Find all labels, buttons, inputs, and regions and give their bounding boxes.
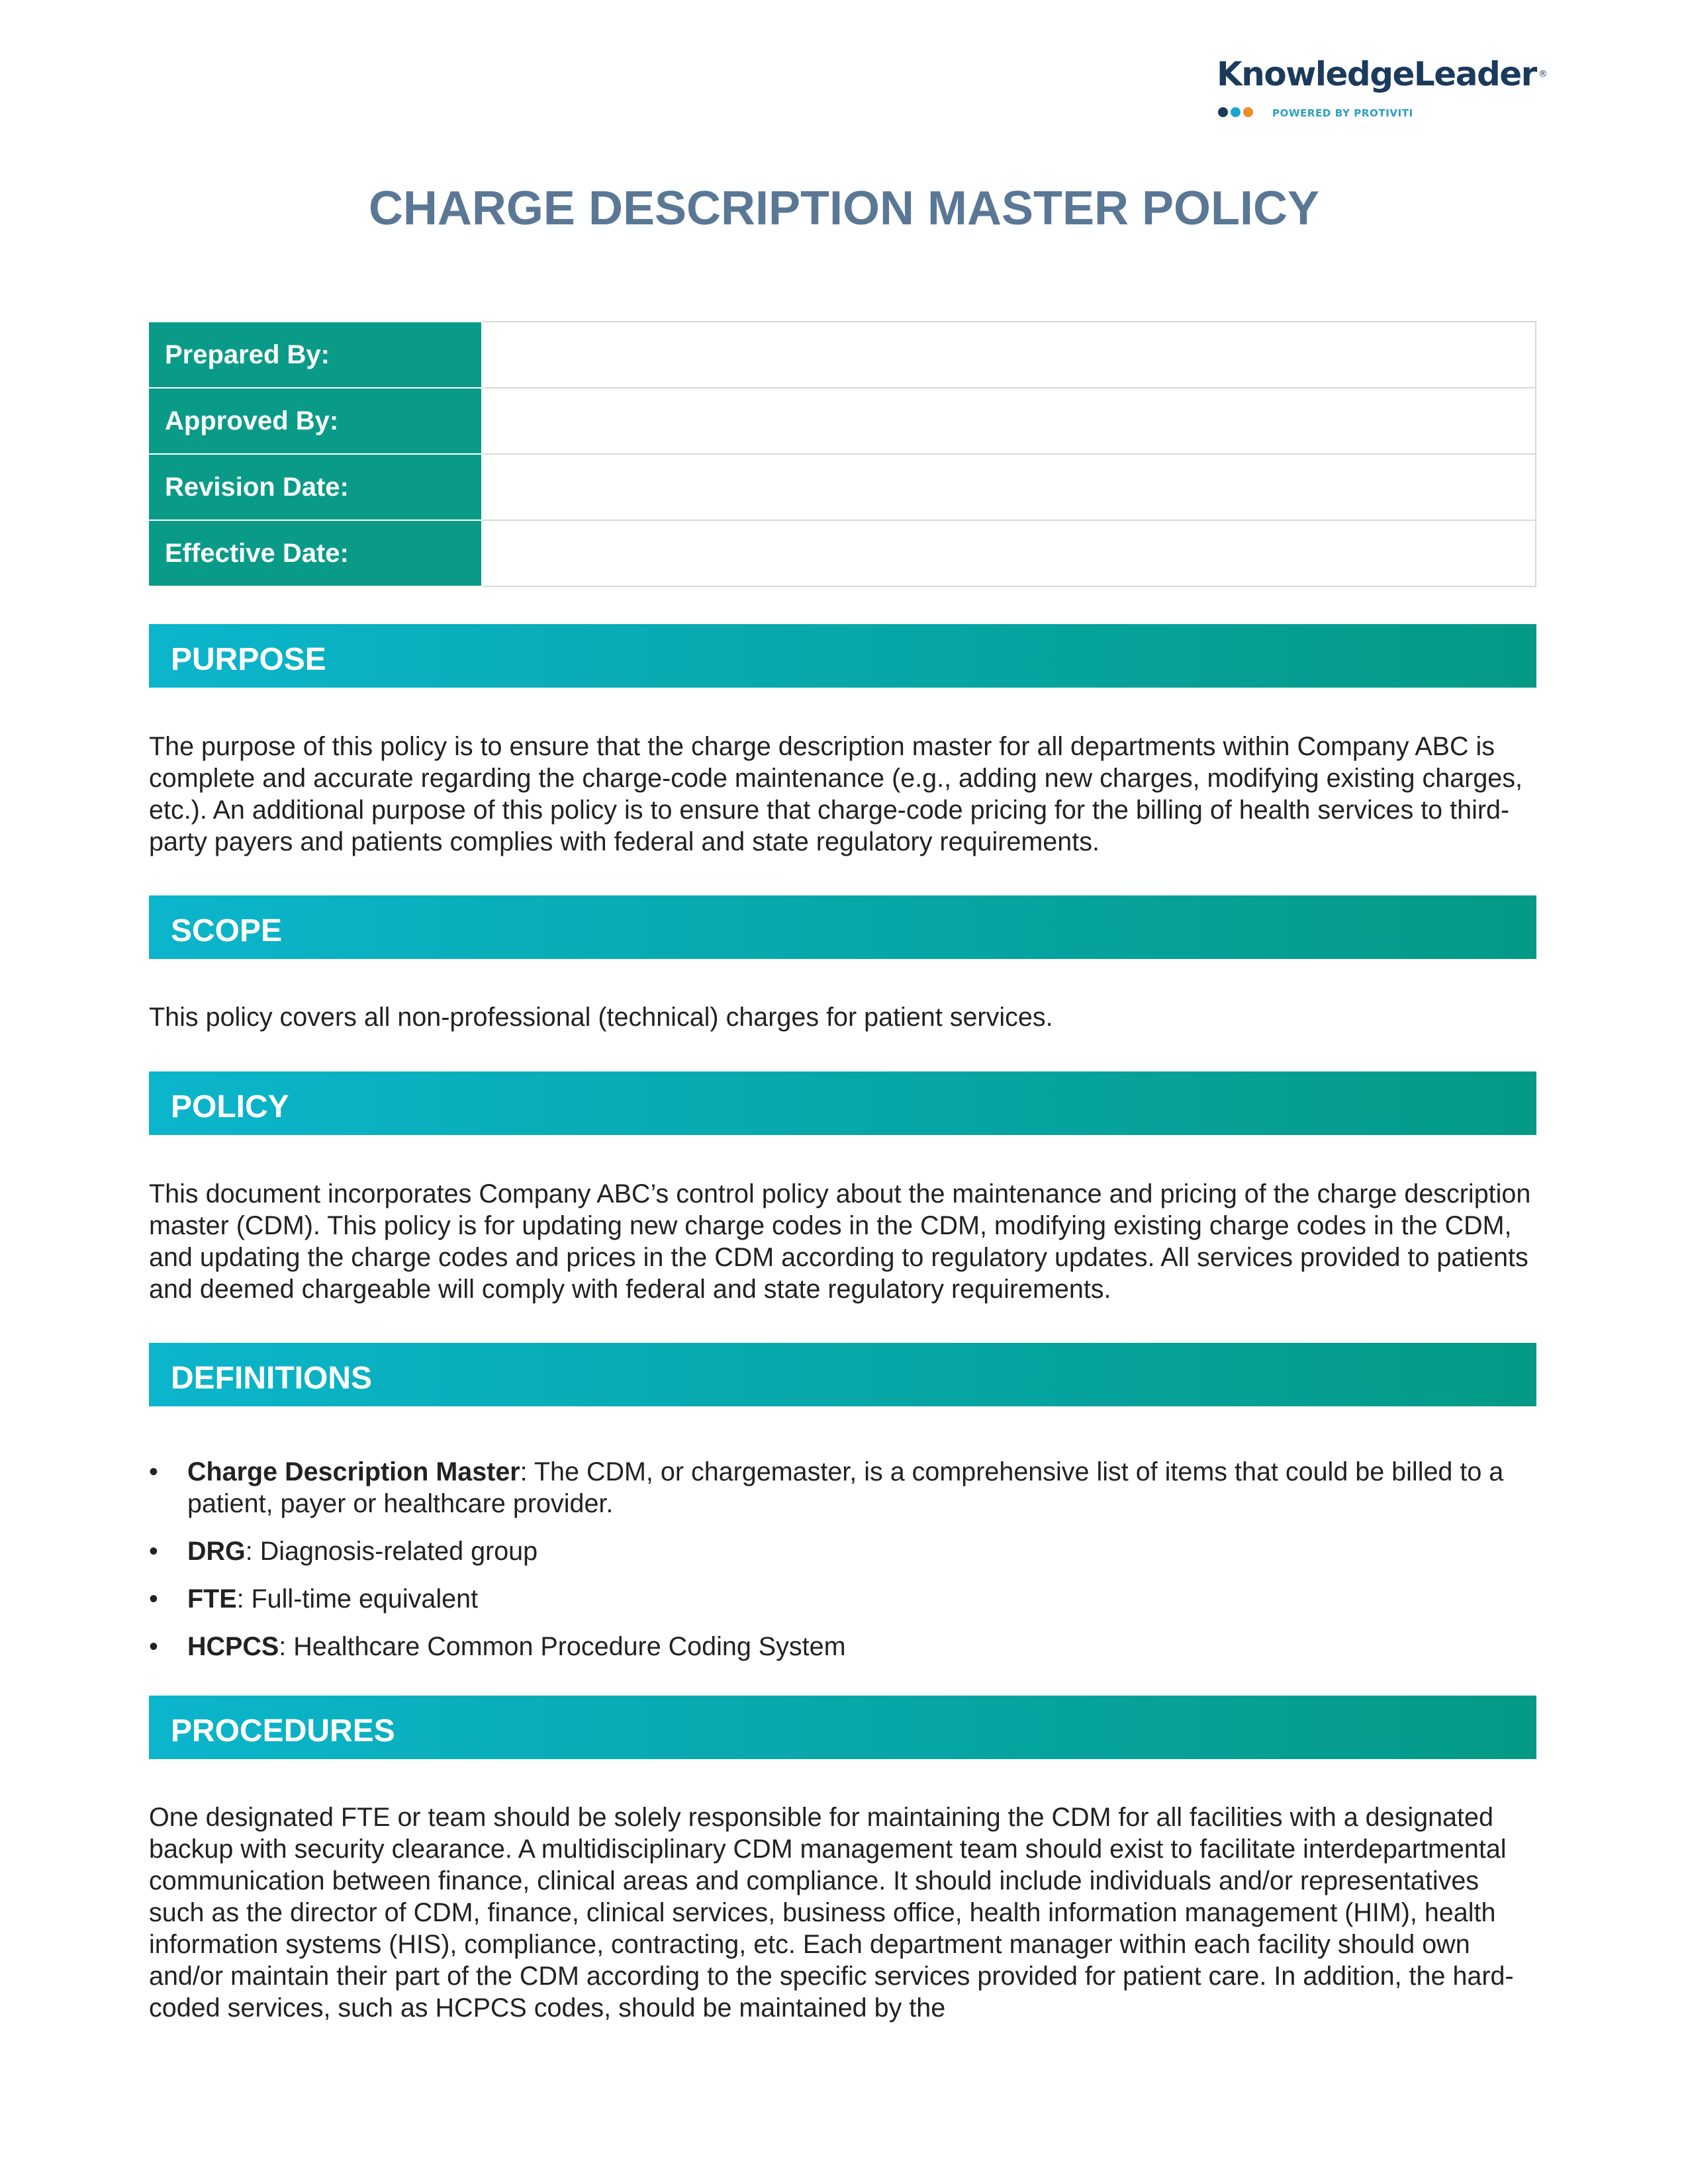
scope-section-header xyxy=(149,895,1536,959)
policy-section-header xyxy=(149,1071,1536,1135)
definition-text: : Full-time equivalent xyxy=(236,1584,479,1614)
table-row xyxy=(149,520,1536,586)
definitions-list xyxy=(149,1456,1536,1678)
definition-term: FTE xyxy=(187,1584,237,1614)
logo-text: KnowledgeLeader xyxy=(1217,55,1536,93)
logo-tagline: POWERED BY PROTIVITI xyxy=(1272,107,1413,119)
purpose-heading: PURPOSE xyxy=(171,642,326,677)
approved-by-field[interactable] xyxy=(482,388,1536,454)
logo-dot-navy xyxy=(1218,107,1228,117)
definition-text: : Healthcare Common Procedure Coding System xyxy=(279,1632,846,1661)
bullet-icon: • xyxy=(149,1537,158,1566)
bullet-icon: • xyxy=(149,1457,158,1486)
definitions-heading: DEFINITIONS xyxy=(171,1361,373,1396)
effective-date-label: Effective Date: xyxy=(149,520,482,586)
procedures-paragraph: One designated FTE or team should be solely responsible for maintaining the CDM for all facilities with a designated backup with security clearance. A multidisciplinary CDM management team should exist to facilitate interdepartmental communication between finance, clinical areas and compliance. It should include individuals and/or representatives such as the director of CDM, finance, clinical services, business office, health information management (HIM), health information systems (HIS), compliance, contracting, etc. Each department manager within each facility should own and/or maintain their part of the CDM according to the specific services provided for patient care. In addition, the hard-coded services, such as HCPCS codes, should be maintained by the xyxy=(149,1803,1514,2023)
bullet-icon: • xyxy=(149,1584,158,1614)
logo-dots xyxy=(1218,107,1256,120)
scope-heading: SCOPE xyxy=(171,913,283,948)
bullet-icon: • xyxy=(149,1632,158,1661)
definition-term: HCPCS xyxy=(187,1632,279,1661)
definitions-section-header xyxy=(149,1343,1536,1406)
prepared-by-label: Prepared By: xyxy=(149,322,482,388)
logo-dot-blue xyxy=(1231,107,1241,117)
document-title: CHARGE DESCRIPTION MASTER POLICY xyxy=(368,182,1320,235)
effective-date-field[interactable] xyxy=(482,520,1536,586)
purpose-section-header xyxy=(149,624,1536,688)
list-item xyxy=(149,1583,1536,1615)
procedures-section-header xyxy=(149,1696,1536,1759)
policy-paragraph: This document incorporates Company ABC’s control policy about the maintenance and pricing of the charge description master (CDM). This policy is for updating new charge codes in the CDM, modifying existing charge codes in the CDM, and updating the charge codes and prices in the CDM according to regulatory updates. All services provided to patients and deemed chargeable will comply with federal and state regulatory requirements. xyxy=(149,1179,1531,1304)
policy-heading: POLICY xyxy=(171,1089,289,1124)
purpose-paragraph: The purpose of this policy is to ensure that the charge description master for all departments within Company ABC is complete and accurate regarding the charge-code maintenance (e.g., adding new charges, modifying existing charges, etc.). An additional purpose of this policy is to ensure that charge-code pricing for the billing of health services to third-party payers and patients complies with federal and state regulatory requirements. xyxy=(149,732,1523,856)
definition-term: Charge Description Master xyxy=(187,1457,520,1486)
definition-text: : Diagnosis-related group xyxy=(245,1537,538,1566)
procedures-heading: PROCEDURES xyxy=(171,1713,395,1749)
document-info-table xyxy=(149,321,1536,587)
approved-by-label: Approved By: xyxy=(149,388,482,454)
logo-registered-mark: ® xyxy=(1538,69,1547,79)
logo-wordmark xyxy=(1217,54,1546,94)
prepared-by-field[interactable] xyxy=(482,322,1536,388)
revision-date-field[interactable] xyxy=(482,454,1536,520)
list-item xyxy=(149,1631,1536,1662)
revision-date-label: Revision Date: xyxy=(149,454,482,520)
table-row xyxy=(149,322,1536,388)
list-item xyxy=(149,1456,1536,1520)
scope-paragraph: This policy covers all non-professional (technical) charges for patient services. xyxy=(149,1003,1053,1032)
knowledgeleader-logo xyxy=(1217,54,1547,127)
table-row xyxy=(149,454,1536,520)
logo-dot-orange xyxy=(1243,107,1253,117)
list-item xyxy=(149,1535,1536,1567)
definition-text: : The CDM, or chargemaster, is a comprehensive list of items that could be billed to a patient, payer or healthcare provider. xyxy=(187,1457,1504,1518)
definition-term: DRG xyxy=(187,1537,246,1566)
table-row xyxy=(149,388,1536,454)
